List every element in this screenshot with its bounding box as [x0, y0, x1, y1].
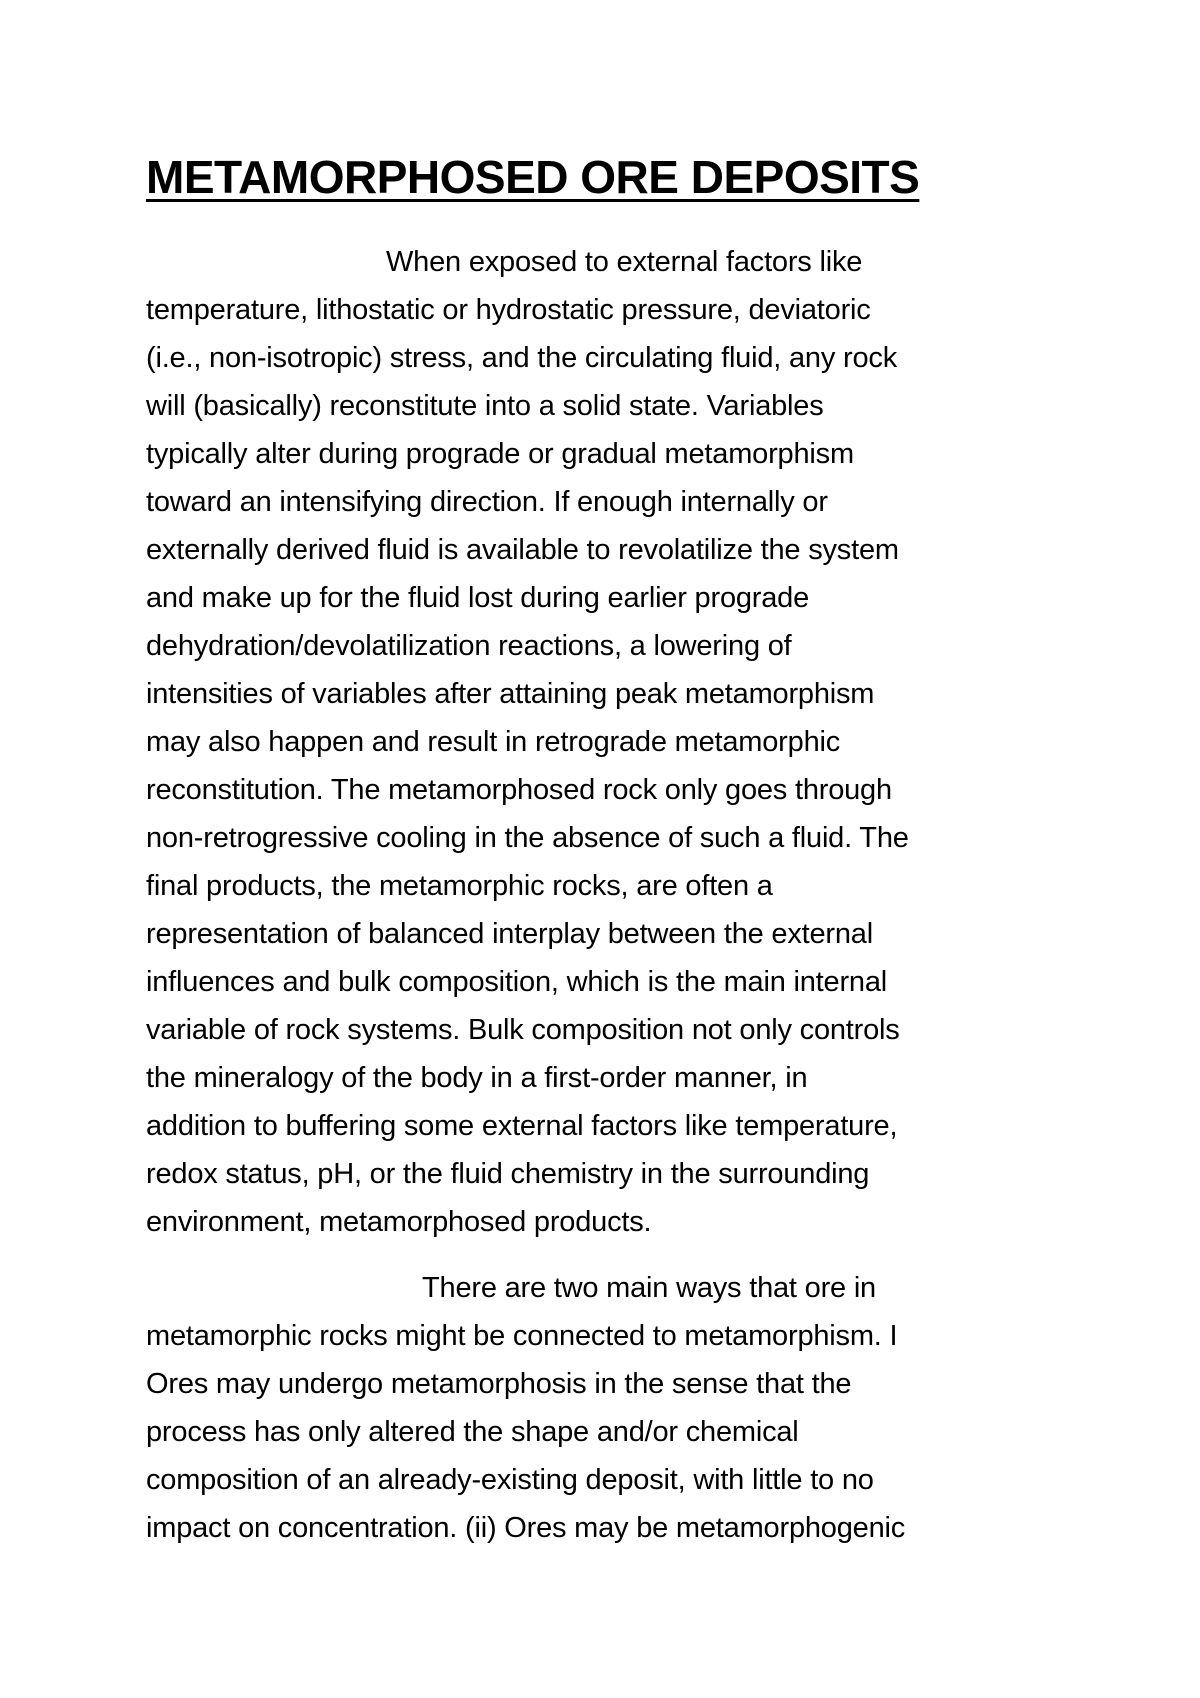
paragraph-line: non-retrogressive cooling in the absence of such a fluid. The	[146, 822, 909, 854]
paragraph-line: Ores may undergo metamorphosis in the sense that the	[146, 1368, 852, 1400]
paragraph-line: will (basically) reconstitute into a solid state. Variables	[146, 390, 824, 422]
paragraph-line: typically alter during prograde or gradual metamorphism	[146, 438, 854, 470]
paragraph-line: reconstitution. The metamorphosed rock only goes through	[146, 774, 892, 806]
paragraph-line: the mineralogy of the body in a first-order manner, in	[146, 1062, 808, 1094]
paragraph-line: intensities of variables after attaining peak metamorphism	[146, 678, 875, 710]
paragraph-line: externally derived fluid is available to revolatilize the system	[146, 534, 899, 566]
paragraph-line: may also happen and result in retrograde metamorphic	[146, 726, 841, 758]
paragraph-line: and make up for the fluid lost during earlier prograde	[146, 582, 810, 614]
paragraph-line: representation of balanced interplay between the external	[146, 918, 873, 950]
paragraph-line: process has only altered the shape and/or chemical	[146, 1416, 799, 1448]
paragraph-2	[146, 1264, 1066, 1552]
paragraph-line: final products, the metamorphic rocks, are often a	[146, 870, 773, 902]
document-title: METAMORPHOSED ORE DEPOSITS	[146, 151, 920, 203]
paragraph-1	[146, 238, 1066, 1246]
paragraph-line: When exposed to external factors like	[386, 246, 863, 278]
paragraph-line: (i.e., non-isotropic) stress, and the circulating fluid, any rock	[146, 342, 897, 374]
paragraph-line: toward an intensifying direction. If enough internally or	[146, 486, 828, 518]
paragraph-line: redox status, pH, or the fluid chemistry in the surrounding	[146, 1158, 870, 1190]
paragraph-line: variable of rock systems. Bulk composition not only controls	[146, 1014, 900, 1046]
paragraph-line: metamorphic rocks might be connected to metamorphism. I	[146, 1320, 898, 1352]
paragraph-line: impact on concentration. (ii) Ores may be metamorphogenic	[146, 1512, 906, 1544]
paragraph-line: dehydration/devolatilization reactions, a lowering of	[146, 630, 792, 662]
paragraph-line: environment, metamorphosed products.	[146, 1206, 652, 1238]
paragraph-line: addition to buffering some external factors like temperature,	[146, 1110, 898, 1142]
paragraph-line: temperature, lithostatic or hydrostatic pressure, deviatoric	[146, 294, 871, 326]
paragraph-line: influences and bulk composition, which is the main internal	[146, 966, 887, 998]
paragraph-line: There are two main ways that ore in	[422, 1272, 876, 1304]
paragraph-line: composition of an already-existing deposit, with little to no	[146, 1464, 874, 1496]
